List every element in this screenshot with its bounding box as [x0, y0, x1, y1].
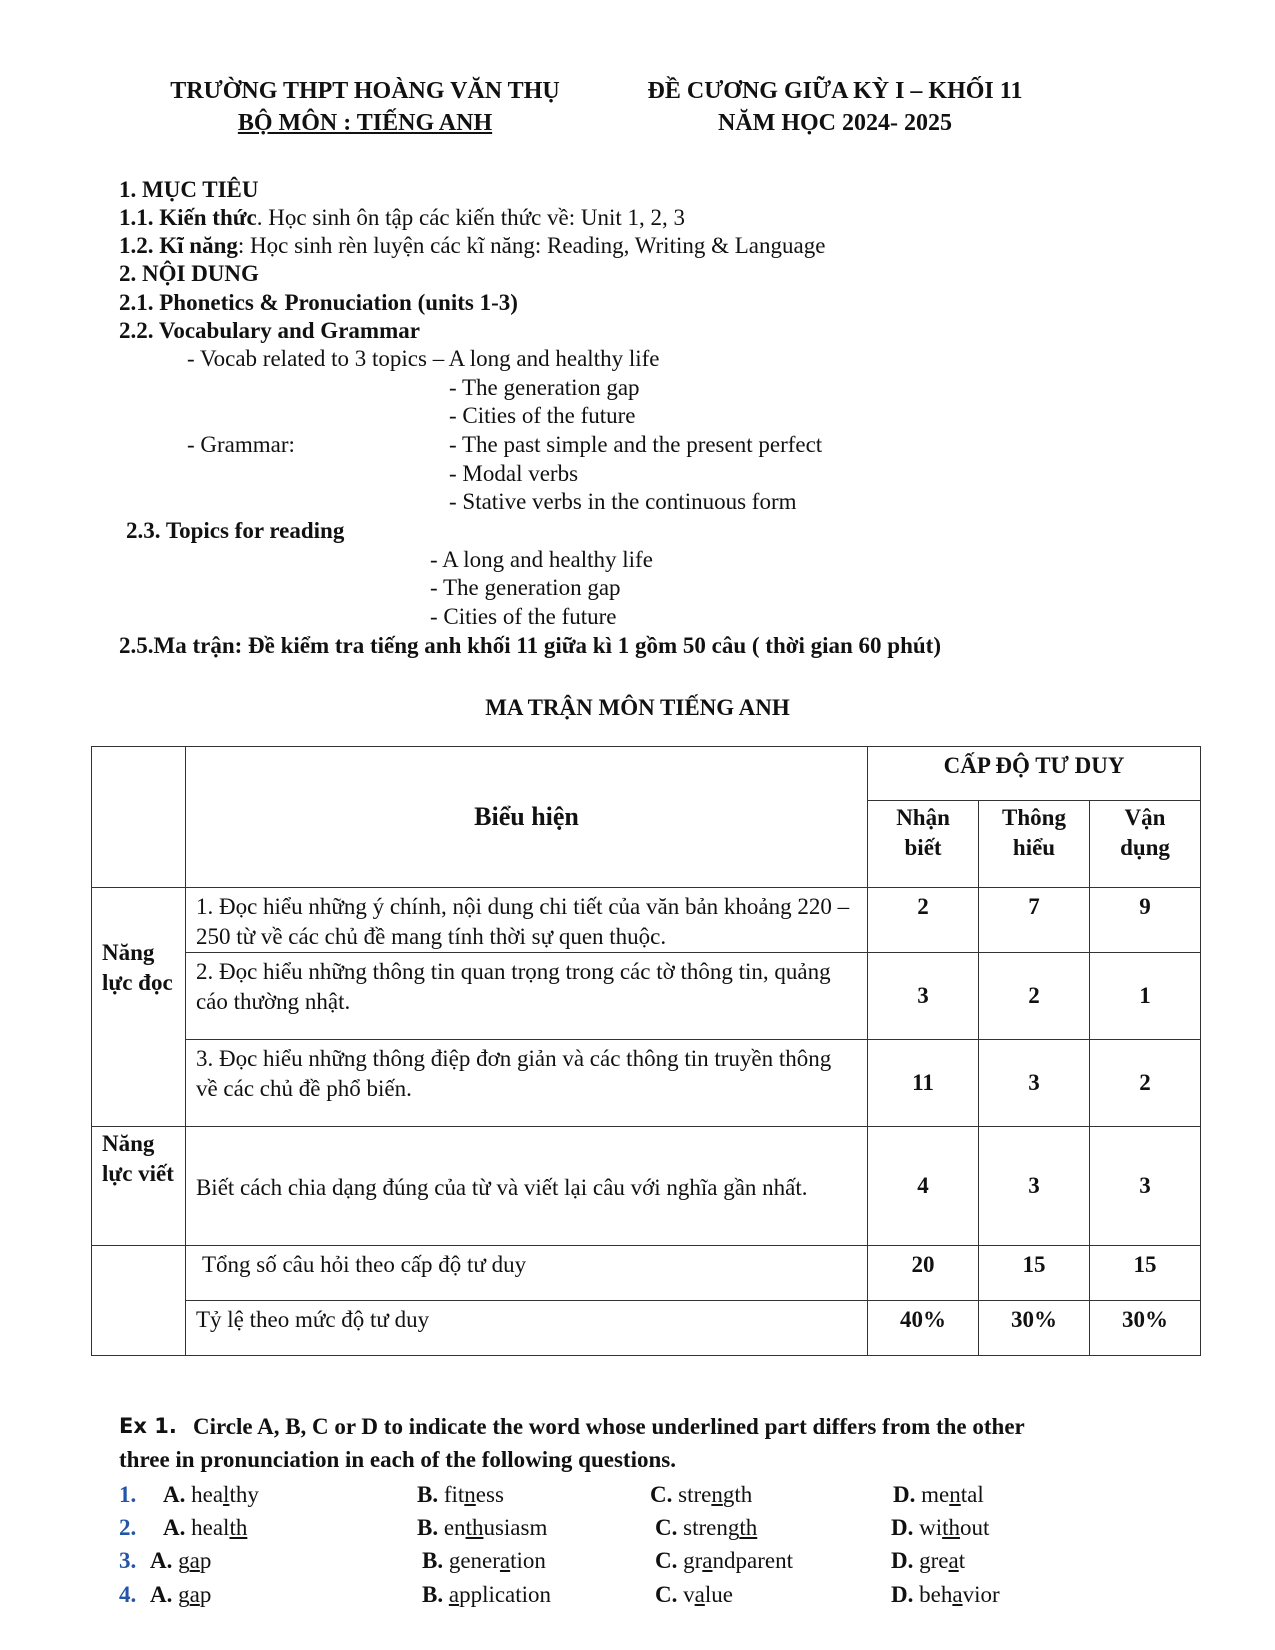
- option-word-part: pplication: [459, 1582, 552, 1607]
- answer-option-d[interactable]: [891, 1513, 989, 1542]
- document-title: ĐỀ CƯƠNG GIỮA KỲ I – KHỐI 11: [647, 78, 1023, 104]
- option-word-part: g: [178, 1548, 190, 1573]
- grammar-item: - Stative verbs in the continuous form: [449, 489, 797, 514]
- option-word-part: fit: [443, 1482, 465, 1507]
- option-word-part: gth: [722, 1482, 753, 1507]
- option-word-part: g: [178, 1582, 190, 1607]
- option-word-part: tal: [960, 1482, 984, 1507]
- question-number: 4.: [119, 1582, 137, 1607]
- option-underlined-part: a: [952, 1582, 963, 1607]
- knowledge-line: [119, 203, 685, 232]
- option-underlined-part: l: [223, 1482, 230, 1507]
- answer-option-d[interactable]: [893, 1480, 984, 1509]
- option-word-part: vior: [962, 1582, 1000, 1607]
- matrix-cell: 2: [868, 888, 979, 953]
- option-underlined-part: a: [189, 1582, 200, 1607]
- ratio-cell: 30%: [1090, 1301, 1201, 1356]
- matrix-description: 2.5.Ma trận: Đề kiểm tra tiếng anh khối 11 giữa kì 1 gồm 50 câu ( thời gian 60 phút): [119, 633, 941, 658]
- question-number: 3.: [119, 1548, 137, 1573]
- matrix-row-desc: Biết cách chia dạng đúng của từ và viết lại câu với nghĩa gần nhất.: [185, 1127, 867, 1246]
- header-level: CẤP ĐỘ TƯ DUY: [868, 747, 1201, 801]
- option-underlined-part: n: [949, 1482, 961, 1507]
- option-word-part: gre: [919, 1548, 949, 1573]
- answer-option-c[interactable]: [655, 1546, 793, 1575]
- option-letter: C.: [655, 1582, 684, 1607]
- answer-option-b[interactable]: [422, 1546, 546, 1575]
- option-underlined-part: th: [942, 1515, 961, 1540]
- option-word-part: v: [683, 1582, 695, 1607]
- option-letter: A.: [163, 1482, 192, 1507]
- option-word-part: gr: [683, 1548, 703, 1573]
- option-word-part: usiasm: [483, 1515, 548, 1540]
- matrix-cell: 3: [979, 1040, 1090, 1127]
- question-number: 1.: [119, 1482, 137, 1507]
- phonetics-heading: 2.1. Phonetics & Pronuciation (units 1-3): [119, 290, 518, 315]
- matrix-title: MA TRẬN MÔN TIẾNG ANH: [485, 695, 790, 720]
- option-word-part: hea: [191, 1482, 224, 1507]
- reading-item: - A long and healthy life: [430, 547, 653, 572]
- section1-heading: 1. MỤC TIÊU: [119, 177, 259, 202]
- option-word-part: lue: [704, 1582, 733, 1607]
- answer-option-b[interactable]: [417, 1480, 504, 1509]
- option-underlined-part: a: [694, 1582, 705, 1607]
- option-word-part: heal: [191, 1515, 230, 1540]
- matrix-row-desc: 3. Đọc hiểu những thông điệp đơn giản và các thông tin truyền thông về các chủ đề phổ biến.: [185, 1040, 867, 1127]
- option-letter: D.: [891, 1515, 920, 1540]
- exercise-instruction: Circle A, B, C or D to indicate the word whose underlined part differs from the other: [193, 1414, 1025, 1439]
- vocab-heading: 2.2. Vocabulary and Grammar: [119, 318, 420, 343]
- footer-empty-cell: [92, 1246, 186, 1356]
- total-cell: 15: [979, 1246, 1090, 1301]
- matrix-cell: 3: [868, 953, 979, 1040]
- matrix-cell: 7: [979, 888, 1090, 953]
- skills-label: 1.2. Kĩ năng: [119, 233, 238, 258]
- option-word-part: stre: [678, 1482, 712, 1507]
- option-underlined-part: a: [948, 1548, 959, 1573]
- option-letter: A.: [150, 1582, 179, 1607]
- total-label: Tổng số câu hỏi theo cấp độ tư duy: [185, 1246, 867, 1301]
- vocab-item: - The generation gap: [449, 375, 640, 400]
- reading-heading: 2.3. Topics for reading: [126, 518, 345, 543]
- skills-text: : Học sinh rèn luyện các kĩ năng: Reading, Writing & Language: [237, 233, 826, 258]
- answer-option-a[interactable]: [163, 1480, 259, 1509]
- matrix-row-desc: 2. Đọc hiểu những thông tin quan trọng trong các tờ thông tin, quảng cáo thường nhật.: [185, 953, 867, 1040]
- vocab-item: - Cities of the future: [449, 403, 636, 428]
- option-letter: C.: [650, 1482, 679, 1507]
- option-underlined-part: n: [711, 1482, 723, 1507]
- knowledge-text: . Học sinh ôn tập các kiến thức về: Unit 1, 2, 3: [256, 205, 686, 230]
- matrix-cell: 9: [1090, 888, 1201, 953]
- ratio-cell: 30%: [979, 1301, 1090, 1356]
- answer-option-b[interactable]: [417, 1513, 547, 1542]
- option-underlined-part: th: [229, 1515, 248, 1540]
- skills-line: [119, 231, 825, 260]
- option-letter: A.: [150, 1548, 179, 1573]
- answer-option-d[interactable]: [891, 1580, 1000, 1609]
- option-underlined-part: a: [189, 1548, 200, 1573]
- reading-item: - The generation gap: [430, 575, 621, 600]
- option-word-part: p: [199, 1582, 212, 1607]
- option-letter: B.: [417, 1482, 444, 1507]
- school-year: NĂM HỌC 2024- 2025: [718, 110, 952, 136]
- option-word-part: wi: [919, 1515, 943, 1540]
- option-word-part: ess: [475, 1482, 504, 1507]
- option-underlined-part: th: [739, 1515, 758, 1540]
- option-word-part: streng: [683, 1515, 740, 1540]
- answer-option-c[interactable]: [655, 1580, 733, 1609]
- writing-ability-label: Năng lực viết: [92, 1127, 186, 1246]
- total-cell: 20: [868, 1246, 979, 1301]
- department-name: BỘ MÔN : TIẾNG ANH: [237, 110, 493, 136]
- option-word-part: out: [960, 1515, 990, 1540]
- reading-item: - Cities of the future: [430, 604, 617, 629]
- answer-option-c[interactable]: [655, 1513, 757, 1542]
- header-empty-cell: [92, 747, 186, 888]
- ratio-cell: 40%: [868, 1301, 979, 1356]
- section2-heading: 2. NỘI DUNG: [119, 261, 259, 286]
- answer-option-c[interactable]: [650, 1480, 752, 1509]
- level-understanding: Thông hiểu: [979, 801, 1090, 888]
- vocab-label: - Vocab related to 3 topics – A long and healthy life: [187, 346, 660, 371]
- option-letter: B.: [417, 1515, 444, 1540]
- option-word-part: thy: [229, 1482, 259, 1507]
- school-name: TRƯỜNG THPT HOÀNG VĂN THỤ: [170, 78, 560, 104]
- answer-option-d[interactable]: [891, 1546, 965, 1575]
- matrix-cell: 2: [1090, 1040, 1201, 1127]
- matrix-cell: 4: [868, 1127, 979, 1246]
- option-word-part: me: [921, 1482, 950, 1507]
- option-letter: C.: [655, 1548, 684, 1573]
- option-letter: D.: [893, 1482, 922, 1507]
- option-word-part: tion: [510, 1548, 546, 1573]
- option-word-part: en: [443, 1515, 466, 1540]
- level-recognition: Nhận biết: [868, 801, 979, 888]
- matrix-cell: 3: [979, 1127, 1090, 1246]
- answer-option-a[interactable]: [150, 1580, 211, 1609]
- option-letter: B.: [422, 1582, 449, 1607]
- option-underlined-part: th: [465, 1515, 484, 1540]
- ratio-label: Tỷ lệ theo mức độ tư duy: [185, 1301, 867, 1356]
- header-expression: Biểu hiện: [185, 747, 867, 888]
- grammar-item: - Modal verbs: [449, 461, 579, 486]
- matrix-cell: 3: [1090, 1127, 1201, 1246]
- grammar-item: - The past simple and the present perfect: [449, 432, 823, 457]
- option-letter: B.: [422, 1548, 449, 1573]
- matrix-cell: 2: [979, 953, 1090, 1040]
- matrix-table: [91, 746, 1201, 1356]
- answer-option-a[interactable]: [150, 1546, 211, 1575]
- option-underlined-part: a: [702, 1548, 713, 1573]
- exercise-label: Ex 1.: [119, 1414, 177, 1438]
- matrix-cell: 11: [868, 1040, 979, 1127]
- option-letter: C.: [655, 1515, 684, 1540]
- option-underlined-part: n: [464, 1482, 476, 1507]
- option-underlined-part: a: [499, 1548, 511, 1573]
- option-letter: D.: [891, 1582, 920, 1607]
- option-word-part: ndparent: [712, 1548, 793, 1573]
- reading-ability-label: Năng lực đọc: [92, 888, 186, 1127]
- question-number: 2.: [119, 1515, 137, 1540]
- option-word-part: p: [199, 1548, 212, 1573]
- total-cell: 15: [1090, 1246, 1201, 1301]
- option-word-part: t: [958, 1548, 966, 1573]
- level-application: Vận dụng: [1090, 801, 1201, 888]
- matrix-row-desc: 1. Đọc hiểu những ý chính, nội dung chi tiết của văn bản khoảng 220 – 250 từ về các chủ đề mang tính thời sự quen thuộc.: [185, 888, 867, 953]
- answer-option-b[interactable]: [422, 1580, 551, 1609]
- option-letter: D.: [891, 1548, 920, 1573]
- option-word-part: gener: [448, 1548, 500, 1573]
- knowledge-label: 1.1. Kiến thức: [119, 205, 257, 230]
- grammar-label: - Grammar:: [187, 432, 295, 457]
- answer-option-a[interactable]: [163, 1513, 247, 1542]
- option-letter: A.: [163, 1515, 192, 1540]
- exercise-instruction: three in pronunciation in each of the following questions.: [119, 1447, 676, 1472]
- option-word-part: beh: [919, 1582, 953, 1607]
- option-underlined-part: a: [448, 1582, 460, 1607]
- matrix-cell: 1: [1090, 953, 1201, 1040]
